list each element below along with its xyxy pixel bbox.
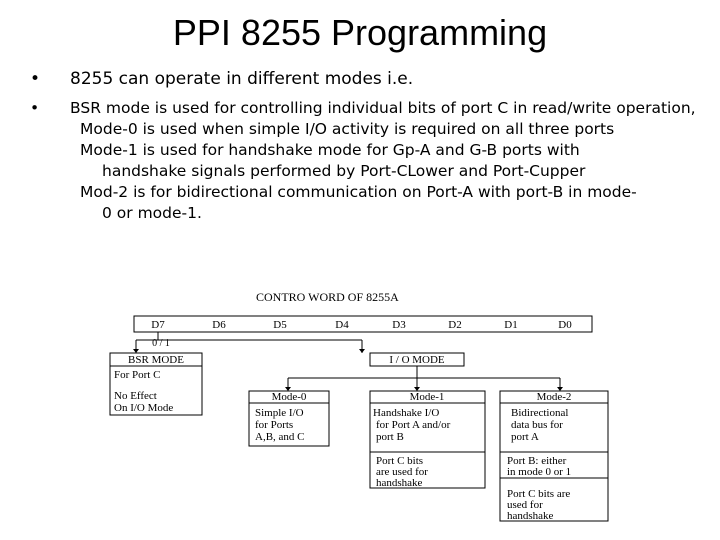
mode2-header: Mode-2 xyxy=(536,391,572,403)
mode2-extra-line: used for xyxy=(507,499,543,511)
mode2-line: Bidirectional xyxy=(511,407,569,419)
bit-label-d0: D0 xyxy=(558,319,572,331)
mode0-line: for Ports xyxy=(255,419,294,431)
bullet-marker: • xyxy=(30,99,40,117)
mode2-line: data bus for xyxy=(511,419,563,431)
mode2-line: port A xyxy=(511,431,539,443)
mode0-line: A,B, and C xyxy=(255,431,305,443)
sub-item-continuation: handshake signals performed by Port-CLower and Port-Cupper xyxy=(102,162,586,180)
bit-label-d7: D7 xyxy=(151,319,165,331)
d7-value-label: 0 / 1 xyxy=(152,338,170,349)
mode1-line: Handshake I/O xyxy=(373,407,440,419)
bsr-line: For Port C xyxy=(114,369,161,381)
mode1-extra-line: Port C bits xyxy=(376,455,424,467)
mode2-extra-line: Port C bits are xyxy=(507,488,571,500)
mode1-line: for Port A and/or xyxy=(376,419,451,431)
sub-item-text: Mod-2 is for bidirectional communication on Port-A with port-B in mode- xyxy=(80,183,637,201)
bsr-mode-header: BSR MODE xyxy=(128,354,184,366)
mode0-line: Simple I/O xyxy=(255,407,304,419)
bit-label-d2: D2 xyxy=(448,319,462,331)
bit-label-d5: D5 xyxy=(273,319,287,331)
bullet-text: BSR mode is used for controlling individual bits of port C in read/write operation, xyxy=(70,99,696,117)
sub-item-text: Mode-1 is used for handshake mode for Gp-A and G-B ports with xyxy=(80,141,580,159)
sub-item-text: Mode-0 is used when simple I/O activity is required on all three ports xyxy=(80,120,615,138)
sub-item-continuation: 0 or mode-1. xyxy=(102,204,202,222)
mode2-extra-line: handshake xyxy=(507,510,554,522)
bit-label-d1: D1 xyxy=(504,319,518,331)
mode2-extra-line: in mode 0 or 1 xyxy=(507,466,572,478)
bullet-text: 8255 can operate in different modes i.e. xyxy=(70,69,414,89)
bit-label-d3: D3 xyxy=(392,319,406,331)
bsr-line: On I/O Mode xyxy=(114,402,174,414)
io-mode-label: I / O MODE xyxy=(389,354,445,366)
bullet-marker: • xyxy=(30,69,41,89)
diagram-title: CONTRO WORD OF 8255A xyxy=(256,290,399,304)
bsr-line: No Effect xyxy=(114,390,157,402)
mode1-extra-line: handshake xyxy=(376,477,423,489)
slide-title: PPI 8255 Programming xyxy=(172,12,548,53)
control-word-register-box xyxy=(134,316,592,332)
mode2-extra-line: Port B: either xyxy=(507,455,567,467)
mode0-header: Mode-0 xyxy=(271,391,307,403)
bit-label-d6: D6 xyxy=(212,319,226,331)
mode1-extra-line: are used for xyxy=(376,466,428,478)
mode1-line: port B xyxy=(376,431,404,443)
mode1-header: Mode-1 xyxy=(409,391,445,403)
bit-label-d4: D4 xyxy=(335,319,349,331)
